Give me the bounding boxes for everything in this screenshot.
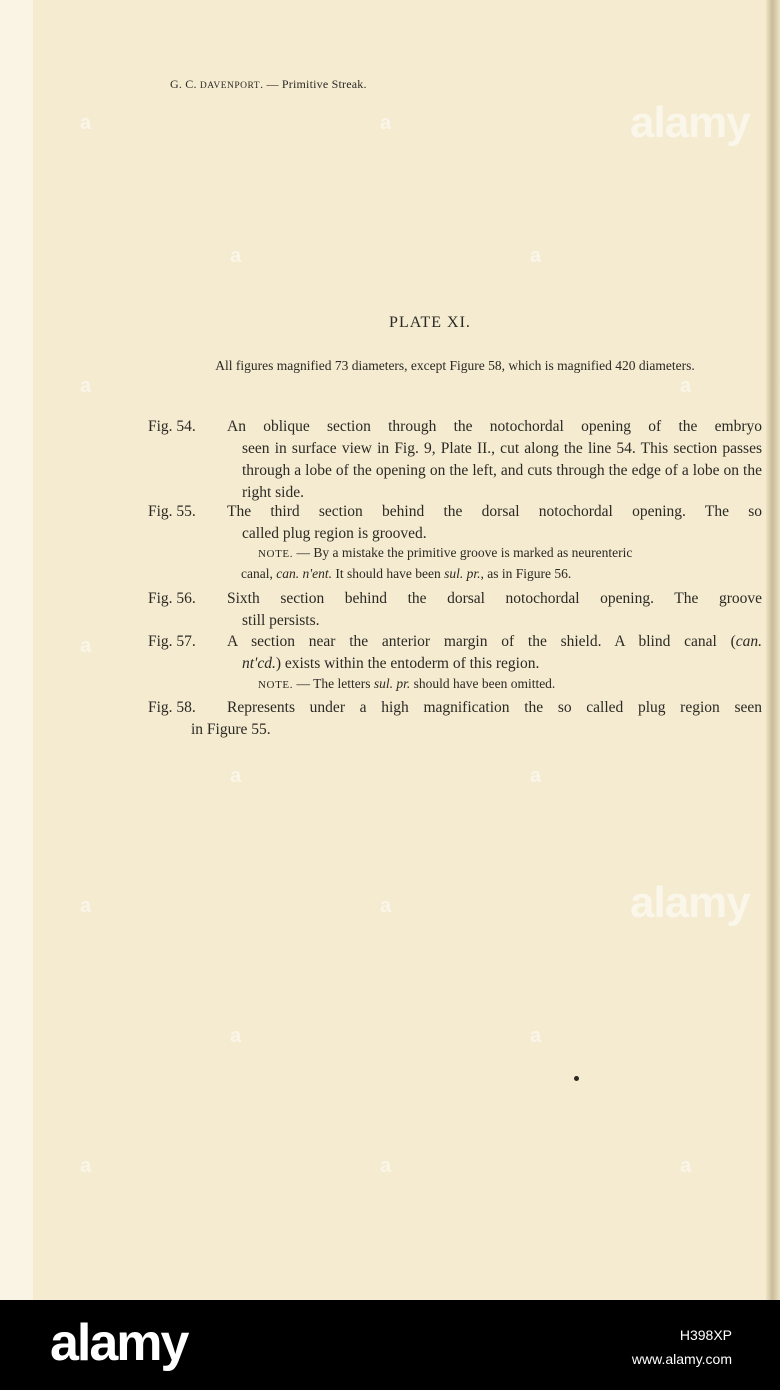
watermark-glyph: a	[80, 375, 92, 397]
watermark-glyph: a	[380, 1155, 392, 1177]
page-speck	[574, 1076, 579, 1081]
watermark-glyph: a	[530, 1025, 542, 1047]
figure-caption-55	[148, 501, 762, 545]
alamy-logo: alamy	[50, 1314, 188, 1372]
note-label: NOTE.	[258, 679, 294, 691]
figure-label: Fig. 56.	[148, 590, 196, 607]
figure-note-55-line1: NOTE. — By a mistake the primitive groove is marked as neurenteric	[258, 545, 633, 560]
figure-caption-text: called plug region is grooved.	[242, 525, 427, 542]
watermark-glyph: a	[230, 245, 242, 267]
page-gutter-edge	[766, 0, 780, 1300]
watermark-glyph: a	[530, 765, 542, 787]
plate-intro: All figures magnified 73 diameters, except Figure 58, which is magnified 420 diameters.	[215, 358, 695, 373]
watermark-glyph: a	[80, 1155, 92, 1177]
figure-caption-first-line: An oblique section through the notochordal opening of the embryo	[227, 418, 762, 435]
figure-caption-text: nt'cd.) exists within the entoderm of this region.	[242, 655, 540, 672]
figure-note-55-line2: canal, can. n'ent. It should have been sul. pr., as in Figure 56.	[241, 566, 572, 581]
figure-caption-56	[148, 588, 762, 632]
figure-caption-first-line: The third section behind the dorsal notochordal opening. The so	[227, 503, 762, 520]
running-header	[170, 77, 367, 92]
watermark-glyph: a	[230, 1025, 242, 1047]
figure-caption-57	[148, 631, 762, 675]
site-url: www.alamy.com	[631, 1351, 732, 1367]
watermark-glyph: a	[80, 635, 92, 657]
watermark-glyph: a	[380, 112, 392, 134]
watermark-glyph: a	[680, 1155, 692, 1177]
watermark-glyph: a	[680, 375, 692, 397]
figure-caption-first-line: A section near the anterior margin of the shield. A blind canal (can.	[227, 633, 762, 650]
figure-note-57: NOTE. — The letters sul. pr. should have been omitted.	[258, 676, 556, 691]
plate-title: PLATE XI.	[389, 314, 471, 331]
watermark-glyph: a	[80, 895, 92, 917]
header-separator: . —	[260, 77, 282, 91]
figure-label: Fig. 57.	[148, 633, 196, 650]
figure-caption-first-line: Represents under a high magnification the so called plug region seen	[227, 699, 762, 716]
figure-caption-text: still persists.	[242, 612, 320, 629]
figure-caption-54	[148, 416, 762, 504]
watermark-glyph: a	[230, 765, 242, 787]
watermark-glyph: a	[380, 895, 392, 917]
image-id: H398XP	[679, 1327, 732, 1343]
figure-caption-first-line: Sixth section behind the dorsal notochordal opening. The groove	[227, 590, 762, 607]
page-left-margin	[0, 0, 33, 1300]
watermark-logo: alamy	[630, 98, 750, 147]
figure-caption-58	[148, 697, 762, 741]
figure-label: Fig. 58.	[148, 699, 196, 716]
watermark-glyph: a	[80, 112, 92, 134]
watermark-glyph: a	[530, 245, 542, 267]
figure-caption-text: seen in surface view in Fig. 9, Plate II., cut along the line 54. This section passes through a lobe of the opening on the left, and cuts through the edge of a lobe on the right side.	[242, 440, 762, 501]
watermark-logo: alamy	[630, 878, 750, 927]
header-surname: DAVENPORT	[199, 81, 261, 91]
figure-caption-text: in Figure 55.	[191, 721, 271, 738]
figure-label: Fig. 55.	[148, 503, 196, 520]
note-label: NOTE.	[258, 548, 294, 560]
header-subject: Primitive Streak.	[281, 77, 367, 91]
header-initials: G. C.	[170, 77, 200, 91]
figure-label: Fig. 54.	[148, 418, 196, 435]
stock-image-info	[632, 1323, 732, 1371]
